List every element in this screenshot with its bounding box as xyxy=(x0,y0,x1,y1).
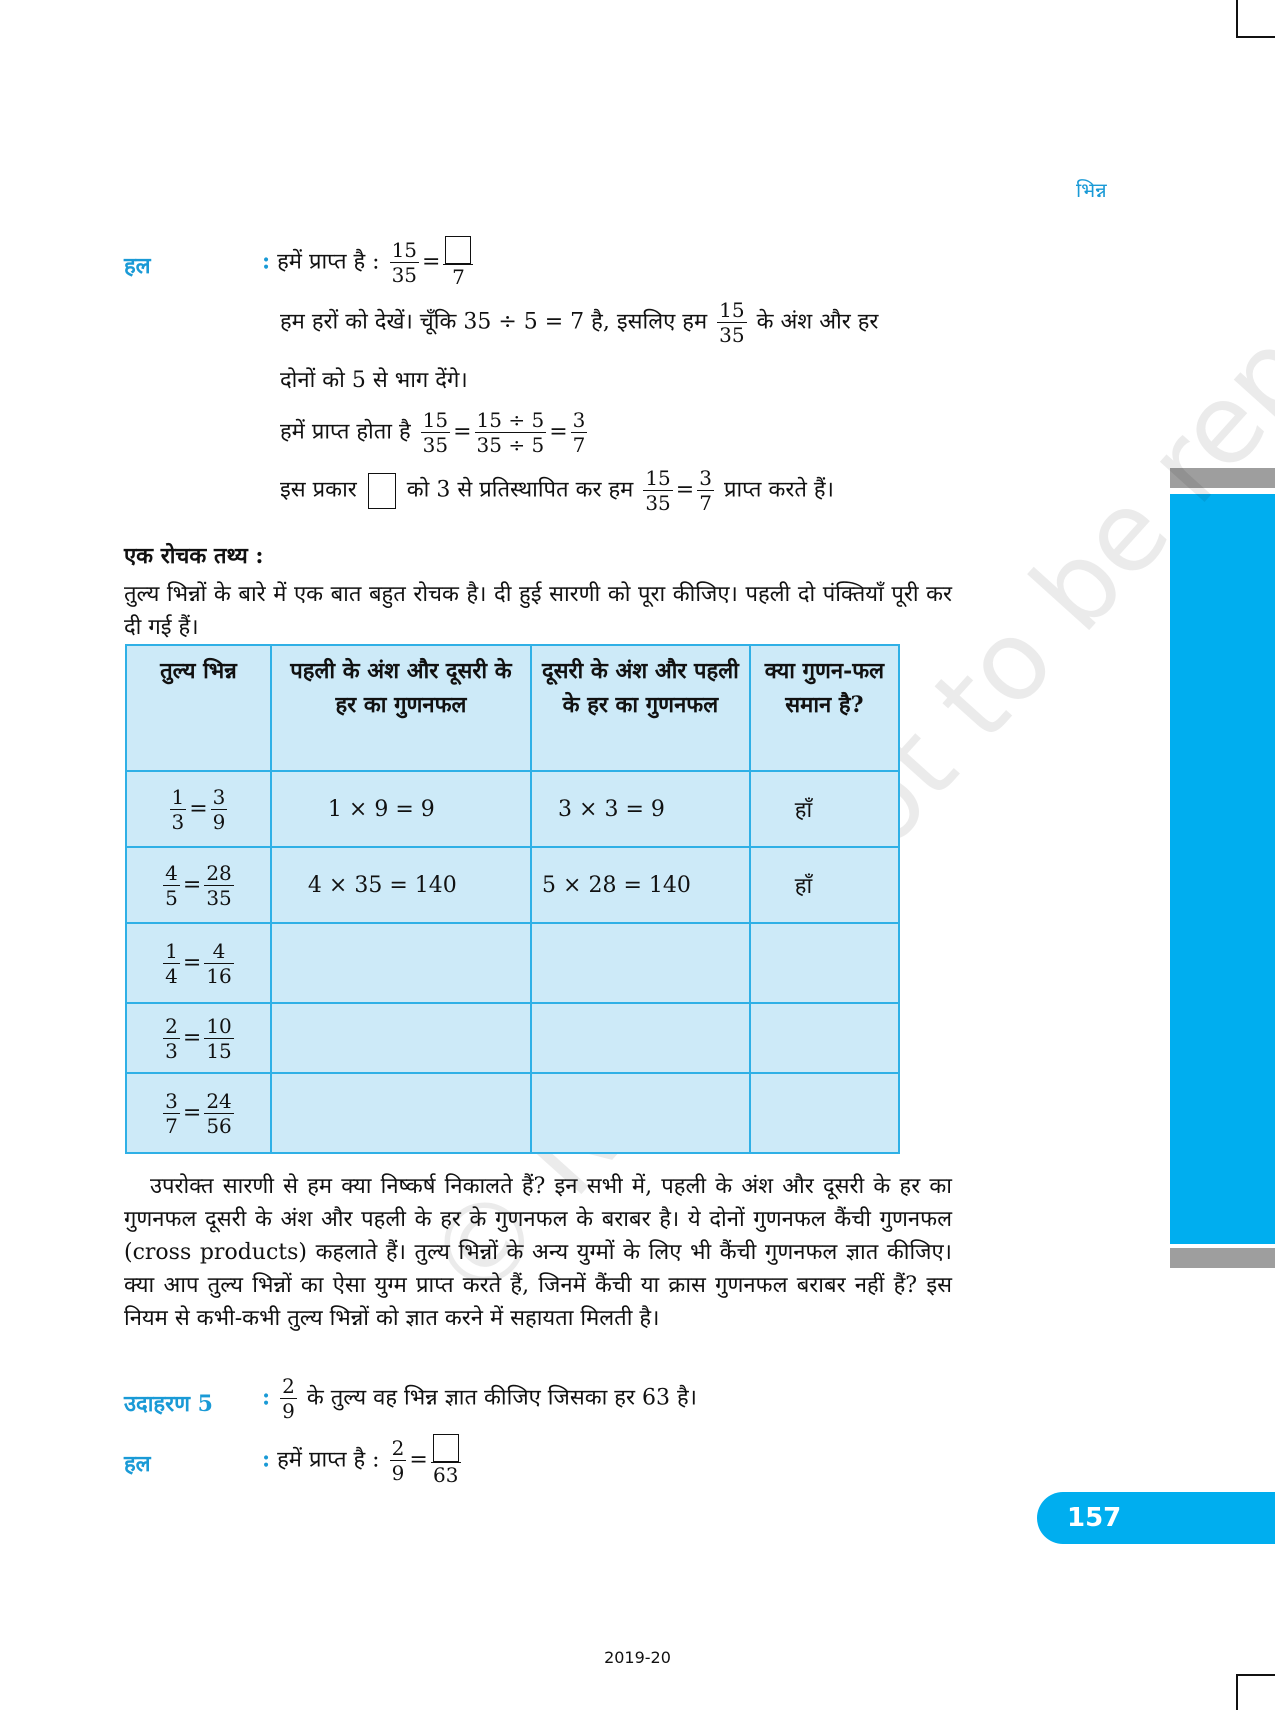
solution-given-line: : हमें प्राप्त है : $\frac{15}{35}$ = 7 xyxy=(262,236,476,289)
fraction: $\frac{15}{35}$ xyxy=(391,238,418,287)
chapter-header: भिन्न xyxy=(1076,178,1107,202)
example-line: : $\frac{2}{9}$ के तुल्य वह भिन्न ज्ञात कीजिए जिसका हर 63 है। xyxy=(262,1374,697,1423)
solution-label: हल xyxy=(124,1451,151,1477)
fraction-pair-cell: $\frac{2}{3}$ = $\frac{10}{15}$ xyxy=(126,1003,271,1073)
fraction: $\frac{15}{35}$ xyxy=(719,298,745,347)
solution-line-3: हमें प्राप्त होता है $\frac{15}{35}$ = $\frac{15 \div 5}{35 \div 5}$ = $\frac{3}{7}$ xyxy=(280,408,586,457)
crop-mark xyxy=(1236,1674,1275,1676)
fraction: $\frac{2}{9}$ xyxy=(282,1374,295,1423)
same-cell: हाँ xyxy=(750,771,899,847)
cross-product-table xyxy=(125,644,900,1154)
blank-box xyxy=(433,1434,459,1462)
table-row xyxy=(126,771,899,847)
fraction-with-blank: 63 xyxy=(431,1434,461,1487)
crop-mark xyxy=(1236,36,1275,38)
product-cell[interactable] xyxy=(271,1003,531,1073)
example-label: उदाहरण 5 xyxy=(124,1391,213,1417)
product-cell[interactable] xyxy=(271,1073,531,1153)
fraction-pair-cell: $\frac{4}{5}$ = $\frac{28}{35}$ xyxy=(126,847,271,923)
watermark: © to be republished xyxy=(401,0,1275,1328)
fraction-pair-cell: $\frac{1}{4}$ = $\frac{4}{16}$ xyxy=(126,923,271,1003)
given-text: हमें प्राप्त है : xyxy=(277,249,380,275)
colon: : xyxy=(262,248,271,275)
same-cell: हाँ xyxy=(750,847,899,923)
fraction: $\frac{3}{7}$ xyxy=(572,408,586,457)
table-row xyxy=(126,1073,899,1153)
fraction-pair-cell: $\frac{3}{7}$ = $\frac{24}{56}$ xyxy=(126,1073,271,1153)
same-cell[interactable] xyxy=(750,923,899,1003)
product-cell: 1 × 9 = 9 xyxy=(271,771,531,847)
section-heading: एक रोचक तथ्य : xyxy=(124,543,264,569)
solution-given-line: : हमें प्राप्त है : $\frac{2}{9}$ = 63 xyxy=(262,1434,464,1487)
solution-line-2: दोनों को 5 से भाग देंगे। xyxy=(280,368,468,393)
fraction: $\frac{15}{35}$ xyxy=(645,466,671,515)
fraction-pair-cell: $\frac{1}{3}$ = $\frac{3}{9}$ xyxy=(126,771,271,847)
side-tab-blue xyxy=(1170,494,1275,1244)
crop-mark xyxy=(1236,0,1238,38)
fraction-with-blank: 7 xyxy=(443,236,473,289)
table-row xyxy=(126,1003,899,1073)
crop-mark xyxy=(1236,1674,1238,1710)
conclusion-paragraph: उपरोक्त सारणी से हम क्या निष्कर्ष निकालते हैं? इन सभी में, पहली के अंश और दूसरी के हर का गुणनफल दूसरी के अंश और पहली के हर के गुणनफल के बराबर है। ये दोनों गुणनफल कैंची गुणनफल (cross products) कहलाते हैं। तुल्य भिन्नों के अन्य युग्मों के लिए भी कैंची गुणनफल ज्ञात कीजिए। क्या आप तुल्य भिन्नों का ऐसा युग्म प्राप्त करते हैं, जिनमें कैंची या क्रास गुणनफल बराबर नहीं हैं? इस नियम से कभी-कभी तुल्य भिन्नों को ज्ञात करने में सहायता मिलती है। xyxy=(124,1174,952,1331)
table-row xyxy=(126,923,899,1003)
same-cell[interactable] xyxy=(750,1073,899,1153)
footer-year: 2019-20 xyxy=(604,1648,671,1667)
side-tab-grey xyxy=(1170,1248,1275,1268)
blank-box xyxy=(368,473,396,509)
same-cell[interactable] xyxy=(750,1003,899,1073)
product-cell[interactable] xyxy=(531,1073,750,1153)
page-number: 157 xyxy=(1037,1492,1275,1544)
product-cell: 5 × 28 = 140 xyxy=(531,847,750,923)
solution-line-1: हम हरों को देखें। चूँकि 35 ÷ 5 = 7 है, इसलिए हम $\frac{15}{35}$ के अंश और हर xyxy=(280,298,879,347)
blank-box xyxy=(445,236,471,264)
table-header-cell: क्या गुणन-फल समान है? xyxy=(750,645,899,771)
table-header-cell: तुल्य भिन्न xyxy=(126,645,271,771)
fraction: $\frac{15 \div 5}{35 \div 5}$ xyxy=(476,408,545,457)
table-header-cell: दूसरी के अंश और पहली के हर का गुणनफल xyxy=(531,645,750,771)
solution-label: हल xyxy=(124,253,151,279)
table-header-cell: पहली के अंश और दूसरी के हर का गुणनफल xyxy=(271,645,531,771)
table-header-row xyxy=(126,645,899,771)
fact-intro: तुल्य भिन्नों के बारे में एक बात बहुत रोचक है। दी हुई सारणी को पूरा कीजिए। पहली दो पंक्तियाँ पूरी कर दी गई हैं। xyxy=(124,582,952,640)
fraction: $\frac{2}{9}$ xyxy=(391,1436,405,1485)
table-row xyxy=(126,847,899,923)
fraction: $\frac{3}{7}$ xyxy=(699,466,712,515)
product-cell[interactable] xyxy=(531,1003,750,1073)
solution-line-4: इस प्रकार को 3 से प्रतिस्थापित कर हम $\frac{15}{35}$ = $\frac{3}{7}$ प्राप्त करते हैं। xyxy=(280,466,834,515)
product-cell[interactable] xyxy=(531,923,750,1003)
product-cell[interactable] xyxy=(271,923,531,1003)
product-cell: 4 × 35 = 140 xyxy=(271,847,531,923)
fraction: $\frac{15}{35}$ xyxy=(422,408,449,457)
product-cell: 3 × 3 = 9 xyxy=(531,771,750,847)
